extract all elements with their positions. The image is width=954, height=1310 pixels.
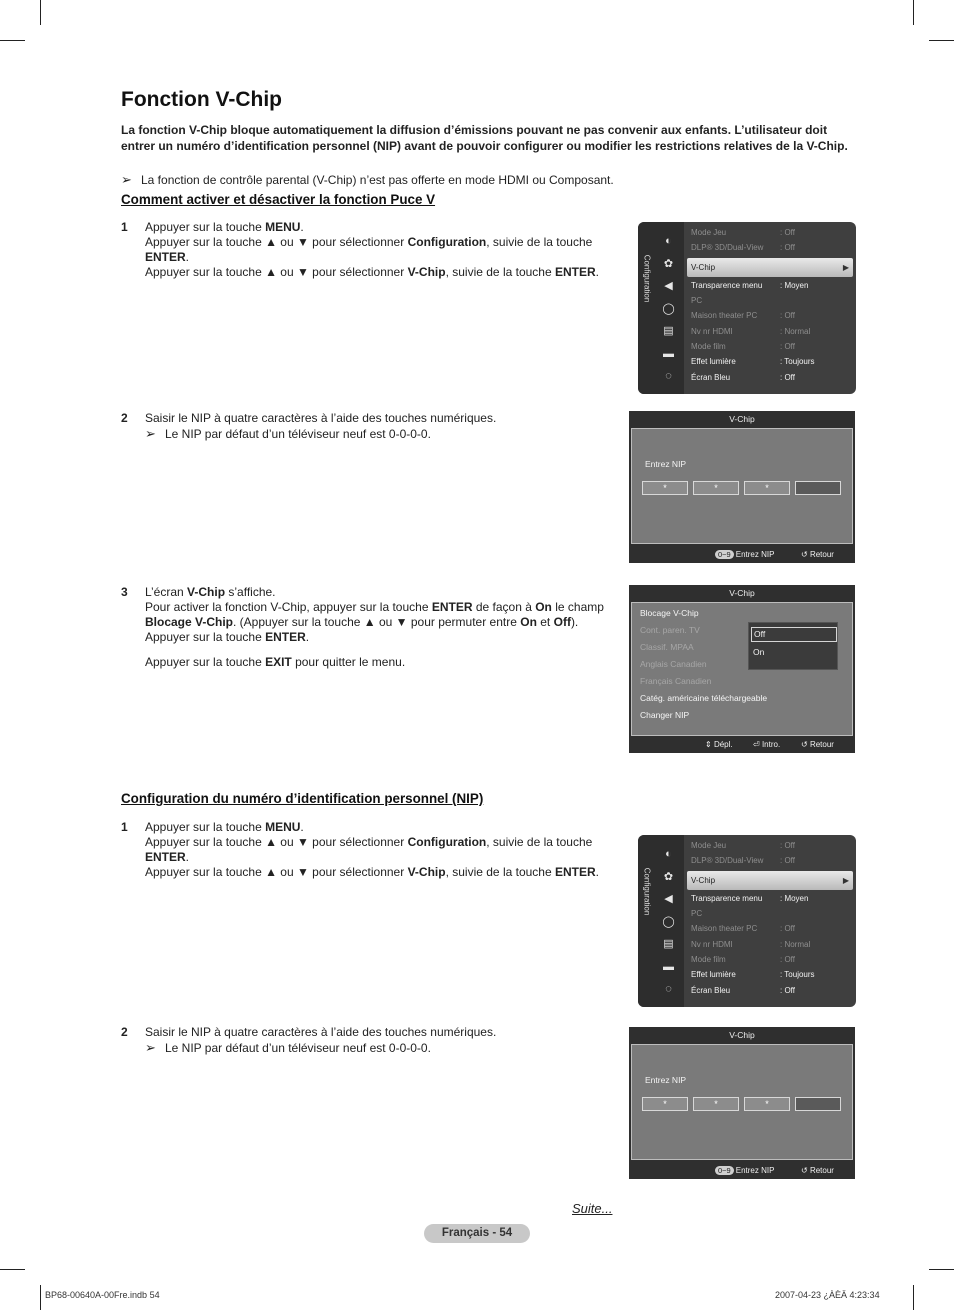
vchip-menu-item[interactable]: Cont. paren. TV xyxy=(640,625,700,635)
config-menu-screen xyxy=(638,222,856,394)
pin-digit-box[interactable] xyxy=(795,1097,841,1111)
support-icon[interactable]: ◌ xyxy=(665,983,672,995)
dialog-footer xyxy=(629,547,855,563)
crop-mark xyxy=(929,40,954,41)
crop-mark xyxy=(0,1269,25,1270)
menu-category-label: Configuration xyxy=(642,867,652,916)
arrow-right-icon: ▶ xyxy=(842,875,849,885)
menu-item[interactable]: Nv nr HDMI : Normal xyxy=(691,326,811,336)
vchip-menu-item[interactable]: Classif. MPAA xyxy=(640,642,694,652)
menu-item[interactable]: DLP® 3D/Dual-View : Off xyxy=(691,243,795,253)
pin-entry-area xyxy=(631,428,853,544)
return-hint: ↺ Retour xyxy=(801,740,834,749)
step-3: 3 L’écran V-Chip s’affiche. Pour activer la fonction V-Chip, appuyer sur la touche ENTER de façon à On le champ Blocage V-Chip. (Appuyer sur la touche ▲ ou ▼ pour permuter entre On et Off). Appuyer sur la touche ENTER. Appuyer sur la touche EXIT pour quitter le menu. xyxy=(121,585,604,669)
return-icon: ↺ xyxy=(801,1166,808,1175)
note xyxy=(121,172,856,188)
menu-item[interactable]: Effet lumière : Toujours xyxy=(691,970,815,980)
on-off-popup xyxy=(748,622,838,670)
return-hint: ↺ Retour xyxy=(801,550,834,559)
vchip-menu-item[interactable]: Français Canadien xyxy=(640,676,712,686)
setup-icon[interactable]: ✿ xyxy=(663,257,674,270)
menu-item[interactable]: Transparence menu : Moyen xyxy=(691,893,809,903)
dialog-title: V-Chip xyxy=(729,588,755,598)
menu-item[interactable]: Mode Jeu : Off xyxy=(691,841,795,850)
arrow-right-icon: ▶ xyxy=(842,262,849,272)
sound-icon[interactable]: ◀ xyxy=(664,280,673,292)
channel-icon[interactable]: ◯ xyxy=(662,915,675,928)
vchip-menu-item[interactable]: Blocage V-Chip xyxy=(640,608,699,618)
menu-item[interactable]: Transparence menu : Moyen xyxy=(691,280,809,290)
menu-category-label: Configuration xyxy=(642,254,652,303)
menu-item-vchip[interactable]: V-Chip ▶ xyxy=(687,871,853,890)
vchip-list xyxy=(631,602,853,736)
step-2-nip: 2 Saisir le NIP à quatre caractères à l’aide des touches numériques. ➢ Le NIP par défaut d’un téléviseur neuf est 0-0-0-0. xyxy=(121,1025,497,1055)
crop-mark xyxy=(929,1269,954,1270)
crop-mark xyxy=(40,0,41,25)
sound-icon[interactable]: ◀ xyxy=(664,893,673,905)
digit-hint: 0~9 Entrez NIP xyxy=(715,547,774,563)
menu-item[interactable]: Maison theater PC : Off xyxy=(691,924,795,934)
footer-date: 2007-04-23 ¿ÀÈÄ 4:23:34 xyxy=(775,1290,880,1300)
input-icon[interactable]: ▤ xyxy=(663,325,674,337)
support-icon[interactable]: ◌ xyxy=(665,370,672,382)
move-hint: ⇕ Dépl. xyxy=(705,740,733,749)
pin-digit-box[interactable]: * xyxy=(693,481,739,495)
vchip-menu-item[interactable]: Changer NIP xyxy=(640,710,690,720)
option-off[interactable]: Off xyxy=(751,627,837,642)
option-on[interactable]: On xyxy=(753,647,765,657)
menu-item[interactable]: DLP® 3D/Dual-View : Off xyxy=(691,856,795,866)
arrow-icon: ➢ xyxy=(145,426,156,441)
dialog-title: V-Chip xyxy=(729,414,755,424)
vchip-menu-screen xyxy=(629,585,855,753)
menu-item[interactable]: Écran Bleu : Off xyxy=(691,372,795,382)
picture-icon[interactable]: ◐ xyxy=(665,848,672,860)
pin-label: Entrez NIP xyxy=(645,459,687,469)
page-number: Français - 54 xyxy=(424,1224,530,1243)
channel-icon[interactable]: ◯ xyxy=(662,302,675,315)
menu-item[interactable]: Écran Bleu : Off xyxy=(691,985,795,995)
pin-entry-area xyxy=(631,1044,853,1160)
vchip-menu-item[interactable]: Catég. américaine téléchargeable xyxy=(640,693,768,703)
menu-item[interactable]: Effet lumière : Toujours xyxy=(691,357,815,367)
picture-icon[interactable]: ◐ xyxy=(665,235,672,247)
pin-label: Entrez NIP xyxy=(645,1075,687,1085)
pin-digit-box[interactable] xyxy=(795,481,841,495)
intro-text: La fonction V-Chip bloque automatiquement la diffusion d’émissions pouvant ne pas convenir aux enfants. L’utilisateur doit entrer un numéro d’identification personnel (NIP) avant de pouvoir configurer ou modifier les restrictions relatives de la V-Chip. xyxy=(121,123,848,153)
section-heading-vchip: Comment activer et désactiver la fonction Puce V xyxy=(121,192,436,207)
return-icon: ↺ xyxy=(801,740,808,749)
menu-item[interactable]: Mode film : Off xyxy=(691,955,795,964)
pin-digit-box[interactable]: * xyxy=(642,1097,688,1111)
arrow-icon: ➢ xyxy=(145,1040,156,1055)
dialog-footer xyxy=(629,1163,855,1179)
menu-item[interactable]: PC xyxy=(691,909,703,919)
pin-digit-box[interactable]: * xyxy=(642,481,688,495)
pin-dialog-screen xyxy=(629,1027,855,1179)
arrow-icon: ➢ xyxy=(121,172,132,187)
pin-digit-box[interactable]: * xyxy=(744,1097,790,1111)
vchip-menu-item[interactable]: Anglais Canadien xyxy=(640,659,707,669)
dialog-footer xyxy=(629,737,855,753)
enter-hint: ⏎ Intro. xyxy=(753,740,781,749)
step-1-nip: 1 Appuyer sur la touche MENU. Appuyer sur la touche ▲ ou ▼ pour sélectionner Configuration, suivie de la touche ENTER. Appuyer sur la touche ▲ ou ▼ pour sélectionner V-Chip, suivie de la touche ENTER. xyxy=(121,820,599,879)
section-heading-nip: Configuration du numéro d’identification personnel (NIP) xyxy=(121,791,484,806)
crop-mark xyxy=(913,0,914,25)
application-icon[interactable]: ▬ xyxy=(663,347,674,360)
menu-item[interactable]: Nv nr HDMI : Normal xyxy=(691,939,811,949)
digit-hint: 0~9 Entrez NIP xyxy=(715,1163,774,1179)
input-icon[interactable]: ▤ xyxy=(663,938,674,950)
enter-icon: ⏎ xyxy=(753,740,760,749)
note-text: La fonction de contrôle parental (V-Chip) n’est pas offerte en mode HDMI ou Composant. xyxy=(141,173,614,187)
return-hint: ↺ Retour xyxy=(801,1166,834,1175)
continued-label: Suite... xyxy=(572,1201,613,1216)
page-title: Fonction V-Chip xyxy=(121,88,282,111)
menu-item[interactable]: PC xyxy=(691,296,703,306)
footer-file: BP68-00640A-00Fre.indb 54 xyxy=(45,1290,160,1300)
crop-mark xyxy=(0,40,25,41)
application-icon[interactable]: ▬ xyxy=(663,960,674,973)
config-menu-screen xyxy=(638,835,856,1007)
crop-mark xyxy=(40,1285,41,1310)
menu-item-vchip[interactable]: V-Chip ▶ xyxy=(687,258,853,277)
pin-dialog-screen xyxy=(629,411,855,563)
dialog-title: V-Chip xyxy=(729,1030,755,1040)
menu-item[interactable]: Mode film : Off xyxy=(691,342,795,351)
setup-icon[interactable]: ✿ xyxy=(663,870,674,883)
step-2: 2 Saisir le NIP à quatre caractères à l’aide des touches numériques. ➢ Le NIP par défaut d’un téléviseur neuf est 0-0-0-0. xyxy=(121,411,497,441)
return-icon: ↺ xyxy=(801,550,808,559)
pin-digit-box[interactable]: * xyxy=(744,481,790,495)
pin-digit-box[interactable]: * xyxy=(693,1097,739,1111)
step-1: 1 Appuyer sur la touche MENU. Appuyer sur la touche ▲ ou ▼ pour sélectionner Configuration, suivie de la touche ENTER. Appuyer sur la touche ▲ ou ▼ pour sélectionner V-Chip, suivie de la touche ENTER. xyxy=(121,220,599,279)
menu-item[interactable]: Mode Jeu : Off xyxy=(691,228,795,237)
menu-item[interactable]: Maison theater PC : Off xyxy=(691,311,795,321)
crop-mark xyxy=(913,1285,914,1310)
updown-icon: ⇕ xyxy=(705,740,712,749)
